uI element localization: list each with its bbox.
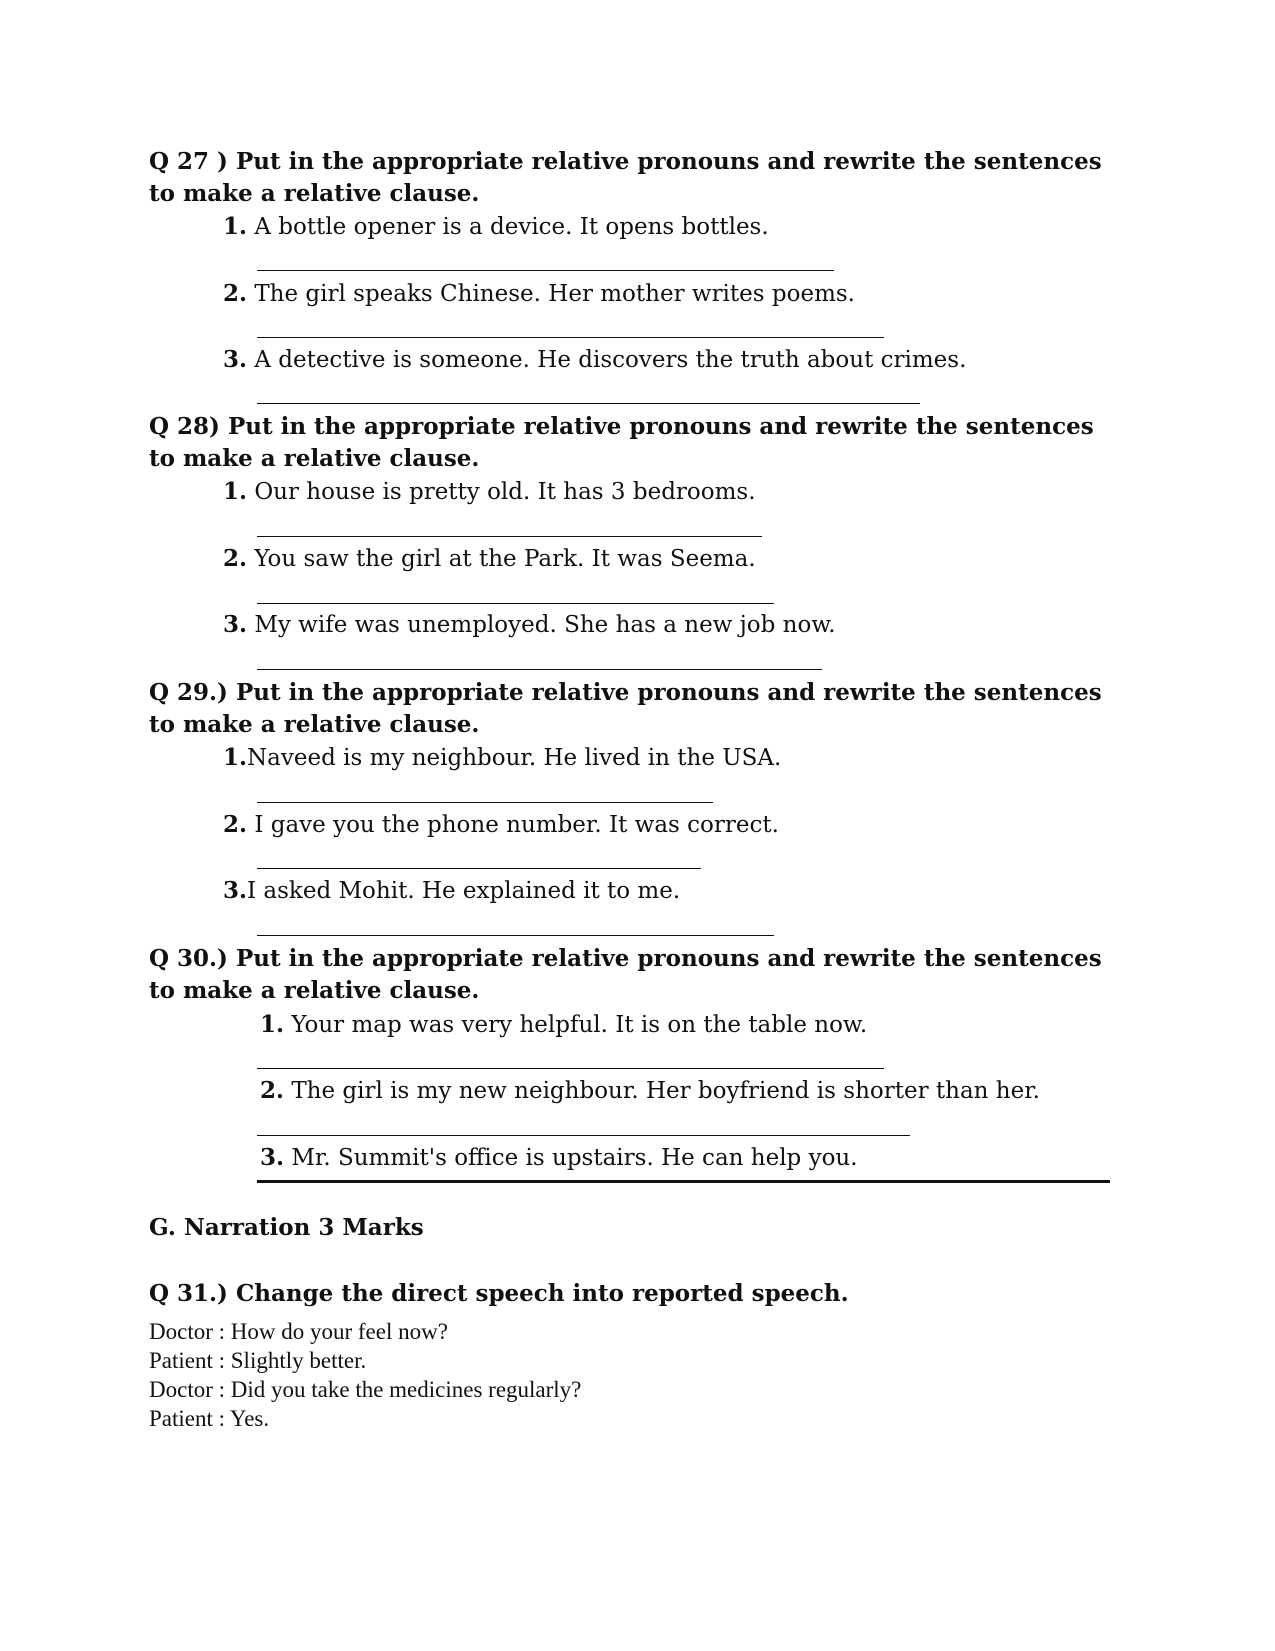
- item-text: I gave you the phone number. It was correct.: [247, 812, 779, 838]
- answer-line[interactable]: [257, 669, 822, 670]
- answer-line[interactable]: [257, 403, 920, 404]
- dialogue-line: Doctor : Did you take the medicines regularly?: [149, 1377, 582, 1402]
- item-text: A bottle opener is a device. It opens bottles.: [247, 214, 769, 240]
- item-number: 3.: [223, 346, 248, 373]
- question-28-item-2: [223, 544, 756, 574]
- item-text: Naveed is my neighbour. He lived in the USA.: [247, 745, 782, 771]
- item-number: 1.: [223, 213, 248, 240]
- question-30-heading: Q 30.) Put in the appropriate relative pronouns and rewrite the sentences to make a relative clause.: [149, 945, 1102, 1004]
- question-31-heading: Q 31.) Change the direct speech into reported speech.: [149, 1280, 849, 1307]
- item-number: 1.: [223, 478, 248, 505]
- question-30-item-2: [260, 1076, 1040, 1106]
- item-text: I asked Mohit. He explained it to me.: [247, 878, 681, 904]
- question-29-heading: Q 29.) Put in the appropriate relative pronouns and rewrite the sentences to make a relative clause.: [149, 679, 1102, 738]
- answer-line[interactable]: [257, 935, 774, 936]
- item-number: 2.: [223, 280, 248, 307]
- dialogue-line: Doctor : How do your feel now?: [149, 1319, 448, 1344]
- question-28-item-3: [223, 610, 836, 640]
- item-number: 2.: [223, 811, 248, 838]
- question-30-item-1: [260, 1010, 867, 1040]
- question-29-item-2: [223, 810, 779, 840]
- item-number: 1.: [260, 1011, 285, 1038]
- answer-line[interactable]: [257, 536, 762, 537]
- answer-line[interactable]: [257, 802, 713, 803]
- answer-line[interactable]: [257, 1135, 910, 1136]
- answer-line[interactable]: [257, 868, 701, 869]
- item-number: 2.: [260, 1077, 285, 1104]
- item-text: You saw the girl at the Park. It was Seema.: [247, 546, 756, 572]
- question-28-item-1: [223, 477, 756, 507]
- answer-line[interactable]: [257, 270, 834, 271]
- question-29-item-1: [223, 743, 781, 773]
- item-number: 1.: [223, 744, 248, 771]
- dialogue-line: Patient : Yes.: [149, 1406, 270, 1431]
- section-title: G. Narration 3 Marks: [149, 1214, 424, 1241]
- item-text: My wife was unemployed. She has a new job now.: [247, 612, 836, 638]
- dialogue-block: [149, 1317, 581, 1433]
- item-text: The girl is my new neighbour. Her boyfriend is shorter than her.: [284, 1078, 1040, 1104]
- section-divider: [257, 1180, 1110, 1183]
- item-number: 2.: [223, 545, 248, 572]
- answer-line[interactable]: [257, 603, 774, 604]
- question-30-item-3: [260, 1143, 858, 1173]
- question-28-heading: Q 28) Put in the appropriate relative pronouns and rewrite the sentences to make a relative clause.: [149, 413, 1094, 472]
- item-text: Our house is pretty old. It has 3 bedrooms.: [247, 479, 756, 505]
- item-number: 3.: [260, 1144, 285, 1171]
- question-27-item-3: [223, 345, 966, 375]
- question-27-item-2: [223, 279, 855, 309]
- dialogue-line: Patient : Slightly better.: [149, 1348, 367, 1373]
- item-text: The girl speaks Chinese. Her mother writes poems.: [247, 281, 855, 307]
- question-27-heading: Q 27 ) Put in the appropriate relative pronouns and rewrite the sentences to make a relative clause.: [149, 148, 1102, 207]
- item-number: 3.: [223, 877, 248, 904]
- item-text: A detective is someone. He discovers the truth about crimes.: [247, 347, 967, 373]
- item-text: Your map was very helpful. It is on the table now.: [284, 1012, 868, 1038]
- answer-line[interactable]: [257, 337, 884, 338]
- question-29-item-3: [223, 876, 680, 906]
- answer-line[interactable]: [257, 1068, 884, 1069]
- item-text: Mr. Summit's office is upstairs. He can help you.: [284, 1145, 858, 1171]
- item-number: 3.: [223, 611, 248, 638]
- question-27-item-1: [223, 212, 769, 242]
